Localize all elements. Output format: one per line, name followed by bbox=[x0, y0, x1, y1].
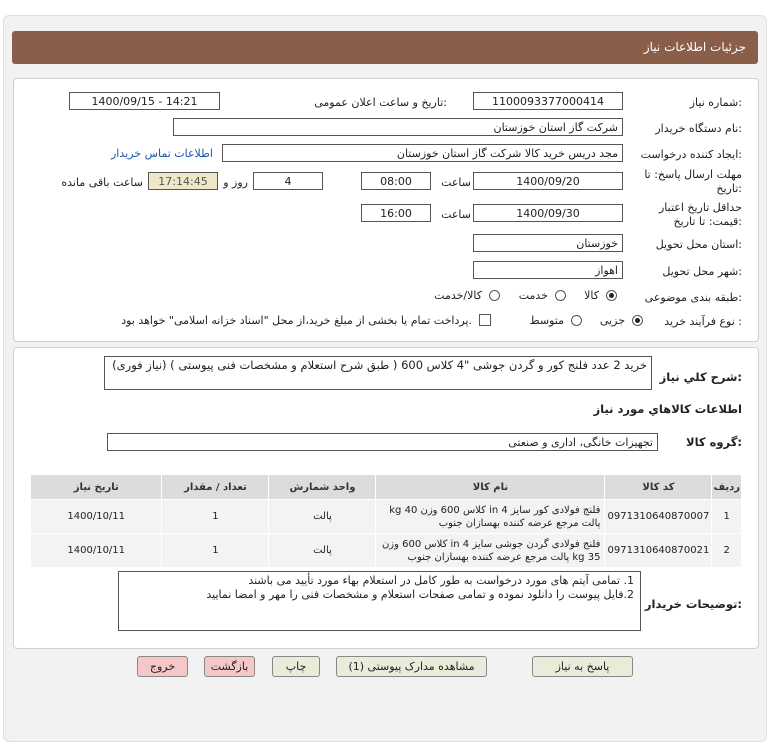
cell-qty: 1 bbox=[162, 500, 269, 534]
buyer-field: شرکت گاز استان خوزستان bbox=[173, 118, 623, 136]
table-row bbox=[31, 534, 742, 568]
attachments-button[interactable]: مشاهده مدارک پیوستی (1) bbox=[336, 656, 487, 677]
category-label: طبقه بندی موضوعی: bbox=[644, 291, 742, 304]
remaining-label: ساعت باقی مانده bbox=[61, 176, 143, 189]
creator-field: مجد دریس خرید کالا شرکت گاز استان خوزستان bbox=[222, 144, 623, 162]
back-button[interactable]: بازگشت bbox=[204, 656, 255, 677]
category-radio-goods[interactable] bbox=[606, 290, 617, 301]
days-label: روز و bbox=[223, 176, 248, 189]
cell-unit: پالت bbox=[269, 534, 376, 568]
deadline-time-label: ساعت bbox=[441, 176, 471, 189]
remaining-time-field: 17:14:45 bbox=[148, 172, 218, 190]
province-field: خوزستان bbox=[473, 234, 623, 252]
validity-label-line2: قیمت: تا تاریخ: bbox=[673, 215, 742, 228]
validity-label bbox=[659, 201, 742, 229]
deadline-date-field: 1400/09/20 bbox=[473, 172, 623, 190]
deadline-label-line2: تاریخ: bbox=[716, 182, 742, 195]
group-field: تجهیزات خانگی، اداری و صنعتی bbox=[107, 433, 658, 451]
cell-unit: پالت bbox=[269, 500, 376, 534]
buyer-notes-label: توضیحات خریدار: bbox=[644, 597, 742, 611]
cell-code: 0971310640870007 bbox=[605, 500, 712, 534]
col-header-name: نام کالا bbox=[376, 475, 605, 500]
cell-row: 2 bbox=[712, 534, 742, 568]
buyer-notes-line2: 2.فایل پیوست را دانلود نموده و تمامی صفحات استعلام و مشخصات فنی را مهر و امضا نمایید bbox=[206, 588, 634, 601]
cell-date: 1400/10/11 bbox=[31, 534, 162, 568]
reply-button[interactable]: پاسخ به نیاز bbox=[532, 656, 633, 677]
goods-info-title: اطلاعات کالاهاي مورد نياز bbox=[593, 402, 742, 416]
col-header-date: تاریخ نیاز bbox=[31, 475, 162, 500]
items-table bbox=[30, 474, 742, 568]
summary-box bbox=[104, 356, 652, 390]
summary-text: خرید 2 عدد فلنج کور و گردن جوشی "4 کلاس 600 ( طبق شرح استعلام و مشخصات فنی پیوستی ) (نیاز فوری) bbox=[112, 358, 647, 372]
page-title: جزئیات اطلاعات نیاز bbox=[643, 40, 746, 54]
process-option-medium: متوسط bbox=[529, 314, 564, 327]
deadline-label-line1: مهلت ارسال پاسخ: تا bbox=[644, 168, 742, 181]
deadline-label bbox=[644, 168, 742, 196]
need-number-field: 1100093377000414 bbox=[473, 92, 623, 110]
table-row bbox=[31, 500, 742, 534]
category-option-service: خدمت bbox=[518, 289, 548, 302]
category-option-goods-service: کالا/خدمت bbox=[434, 289, 482, 302]
buyer-notes-line1: 1. تمامی آیتم های مورد درخواست به طور کامل در استعلام بهاء مورد تأیید می باشند bbox=[248, 574, 634, 587]
validity-time-label: ساعت bbox=[441, 208, 471, 221]
category-option-goods: کالا bbox=[584, 289, 599, 302]
col-header-unit: واحد شمارش bbox=[269, 475, 376, 500]
validity-date-field: 1400/09/30 bbox=[473, 204, 623, 222]
announce-label: تاریخ و ساعت اعلان عمومی: bbox=[314, 96, 447, 109]
group-label: گروه کالا: bbox=[686, 435, 742, 449]
summary-label: شرح کلي نياز: bbox=[659, 370, 742, 384]
table-header-row bbox=[31, 475, 742, 500]
days-field: 4 bbox=[253, 172, 323, 190]
process-radio-minor[interactable] bbox=[632, 315, 643, 326]
col-header-row: ردیف bbox=[712, 475, 742, 500]
city-label: شهر محل تحویل: bbox=[662, 265, 742, 278]
payment-note: پرداخت تمام یا بخشی از مبلغ خرید،از محل "اسناد خزانه اسلامی" خواهد بود. bbox=[121, 314, 472, 327]
validity-label-line1: حداقل تاریخ اعتبار bbox=[658, 201, 742, 214]
validity-time-field: 16:00 bbox=[361, 204, 431, 222]
cell-name: فلنج فولادی گردن جوشی سایز in 4 کلاس 600 وزن kg 35 پالت مرجع عرضه کننده بهسازان جنوب bbox=[376, 534, 605, 568]
deadline-time-field: 08:00 bbox=[361, 172, 431, 190]
cell-qty: 1 bbox=[162, 534, 269, 568]
col-header-code: کد کالا bbox=[605, 475, 712, 500]
page-header bbox=[12, 31, 758, 64]
creator-label: ایجاد کننده درخواست: bbox=[640, 148, 742, 161]
col-header-qty: تعداد / مقدار bbox=[162, 475, 269, 500]
announce-field: 1400/09/15 - 14:21 bbox=[69, 92, 220, 110]
category-radio-service[interactable] bbox=[555, 290, 566, 301]
process-label: نوع فرآیند خرید : bbox=[664, 315, 742, 328]
cell-date: 1400/10/11 bbox=[31, 500, 162, 534]
cell-code: 0971310640870021 bbox=[605, 534, 712, 568]
cell-name: فلنج فولادی کور سایز in 4 کلاس 600 وزن kg 40 پالت مرجع عرضه کننده بهسازان جنوب bbox=[376, 500, 605, 534]
contact-buyer-link[interactable]: اطلاعات تماس خریدار bbox=[111, 147, 213, 160]
exit-button[interactable]: خروج bbox=[137, 656, 188, 677]
process-option-minor: جزیی bbox=[599, 314, 625, 327]
need-number-label: شماره نیاز: bbox=[689, 96, 742, 109]
cell-row: 1 bbox=[712, 500, 742, 534]
process-radio-medium[interactable] bbox=[571, 315, 582, 326]
treasury-payment-checkbox[interactable] bbox=[479, 314, 491, 326]
print-button[interactable]: چاپ bbox=[272, 656, 320, 677]
category-radio-goods-service[interactable] bbox=[489, 290, 500, 301]
city-field: اهواز bbox=[473, 261, 623, 279]
province-label: استان محل تحویل: bbox=[655, 238, 742, 251]
buyer-notes-box bbox=[118, 571, 641, 631]
buyer-label: نام دستگاه خریدار: bbox=[655, 122, 742, 135]
